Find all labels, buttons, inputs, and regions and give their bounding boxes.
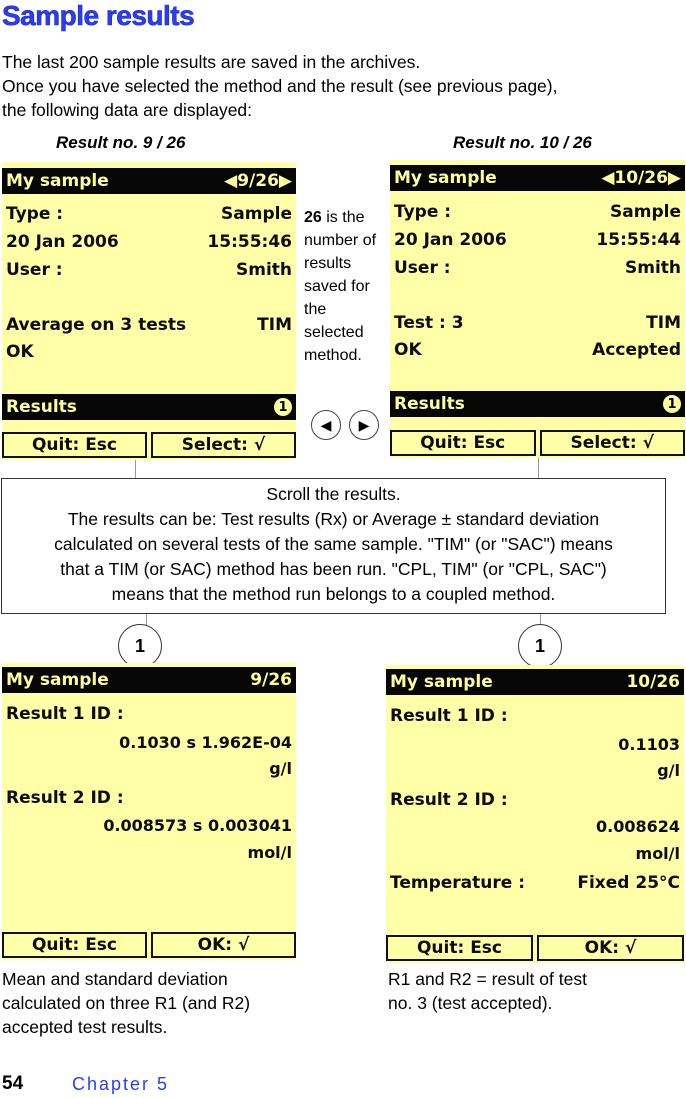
intro-line: Once you have selected the method and the result (see previous page), (2, 76, 558, 96)
row-label: User : (394, 258, 451, 278)
results-label: Results (6, 397, 77, 417)
screen-result-10 (390, 160, 685, 458)
intro-text (2, 50, 557, 122)
result-counter: 10/26 (626, 672, 680, 692)
connector-line (135, 460, 136, 478)
quit-button[interactable]: Quit: Esc (2, 932, 147, 958)
result1-value: 0.1103 (618, 735, 680, 754)
caption-line: no. 3 (test accepted). (388, 993, 553, 1013)
page-heading: Sample results (2, 0, 195, 31)
row-label: Type : (6, 204, 64, 224)
result1-unit: g/l (657, 761, 680, 780)
result2-unit: mol/l (247, 843, 292, 862)
screen-title: My sample (6, 670, 109, 690)
row-label: Result 2 ID : (390, 790, 508, 810)
row-label: OK (6, 342, 34, 362)
select-button[interactable]: Select: √ (151, 432, 296, 458)
softkeys (390, 430, 685, 456)
scroll-line: that a TIM (or SAC) method has been run. "CPL, TIM" (or "CPL, SAC") (60, 559, 607, 579)
row-label: 20 Jan 2006 (394, 230, 507, 250)
softkeys (2, 932, 296, 958)
row-label: 20 Jan 2006 (6, 232, 119, 252)
screen-header (390, 165, 685, 191)
row-date (394, 229, 681, 251)
result2-value: 0.008624 (595, 817, 680, 836)
row-value: Smith (624, 258, 681, 278)
row-value: 15:55:46 (207, 232, 292, 252)
quit-button[interactable]: Quit: Esc (390, 430, 536, 456)
intro-line: the following data are displayed: (2, 100, 253, 120)
row-value: Sample (610, 202, 681, 222)
result-counter: ◀10/26▶ (601, 168, 681, 188)
row-value: TIM (257, 315, 292, 335)
ok-button[interactable]: OK: √ (151, 932, 296, 958)
row-value: Smith (235, 260, 292, 280)
note-text: is the number of results saved for the selected method. (304, 209, 377, 364)
quit-button[interactable]: Quit: Esc (386, 935, 533, 961)
scroll-line: calculated on several tests of the same sample. "TIM" (or "SAC") means (54, 534, 613, 554)
screen-title: My sample (6, 171, 109, 191)
result-counter: 9/26 (250, 670, 292, 690)
caption-line: Mean and standard deviation (2, 969, 228, 989)
page-number: 54 (2, 1073, 24, 1094)
row-value: Sample (221, 204, 292, 224)
row-label: Result 1 ID : (6, 704, 124, 724)
screen-result-9 (2, 162, 296, 460)
row-value: TIM (646, 313, 681, 333)
row-label: Test : 3 (394, 313, 464, 333)
softkeys (386, 935, 684, 961)
row-value: Fixed 25°C (577, 873, 680, 893)
row-user (394, 257, 681, 279)
arrow-left-icon[interactable]: ◀ (311, 410, 341, 440)
result2-label (390, 789, 680, 811)
screen-detail-10 (386, 665, 684, 963)
scroll-line: The results can be: Test results (Rx) or Average ± standard deviation (67, 509, 600, 529)
temperature-row (390, 872, 680, 894)
note-number: 26 (304, 209, 322, 226)
scroll-explanation-box (1, 478, 666, 614)
row-label: User : (6, 260, 63, 280)
caption-result-9: Result no. 9 / 26 (56, 133, 186, 152)
row-value: 15:55:44 (596, 230, 681, 250)
arrow-right-icon[interactable]: ▶ (349, 410, 379, 440)
screen-title: My sample (390, 672, 493, 692)
result2-unit: mol/l (635, 844, 680, 863)
intro-line: The last 200 sample results are saved in the archives. (2, 52, 421, 72)
row-label: Temperature : (390, 873, 525, 893)
result1-value: 0.1030 s 1.962E-04 (119, 733, 292, 752)
caption-line: R1 and R2 = result of test (388, 969, 587, 989)
caption-r1-r2 (388, 967, 587, 1015)
quit-button[interactable]: Quit: Esc (2, 432, 147, 458)
row-type (394, 201, 681, 223)
results-label: Results (394, 394, 465, 414)
caption-line: calculated on three R1 (and R2) (2, 993, 251, 1013)
screen-header (386, 669, 684, 695)
row-label: Result 2 ID : (6, 788, 124, 808)
row-status (394, 339, 681, 361)
result2-label (6, 787, 292, 809)
results-badge: 1 (663, 395, 681, 413)
row-average (6, 314, 292, 336)
result2-value: 0.008573 s 0.003041 (103, 816, 292, 835)
row-date (6, 231, 292, 253)
screen-header (2, 667, 296, 693)
row-label: Type : (394, 202, 452, 222)
step-marker: 1 (518, 624, 562, 668)
results-badge: 1 (274, 398, 292, 416)
step-marker: 1 (118, 624, 162, 668)
caption-result-10: Result no. 10 / 26 (453, 133, 592, 152)
screen-title: My sample (394, 168, 497, 188)
scroll-line: means that the method run belongs to a coupled method. (111, 584, 556, 604)
result-counter: ◀9/26▶ (224, 171, 292, 191)
scroll-line: Scroll the results. (266, 484, 401, 504)
result1-label (6, 703, 292, 725)
connector-line (538, 458, 539, 478)
caption-line: accepted test results. (2, 1017, 168, 1037)
row-label: Average on 3 tests (6, 315, 187, 335)
softkeys (2, 432, 296, 458)
screen-detail-9 (2, 663, 296, 960)
results-bar[interactable] (2, 394, 296, 420)
row-label: Result 1 ID : (390, 706, 508, 726)
result1-label (390, 705, 680, 727)
select-button[interactable]: Select: √ (540, 430, 686, 456)
screen-header (2, 168, 296, 194)
chapter-label: Chapter 5 (72, 1074, 170, 1094)
row-label: OK (394, 340, 422, 360)
row-type (6, 203, 292, 225)
results-count-note (304, 206, 388, 367)
row-value: Accepted (592, 340, 681, 360)
row-user (6, 259, 292, 281)
ok-button[interactable]: OK: √ (537, 935, 684, 961)
result1-unit: g/l (269, 759, 292, 778)
results-bar[interactable] (390, 391, 685, 417)
row-test (394, 312, 681, 334)
caption-mean-std (2, 967, 250, 1039)
row-status (6, 341, 292, 363)
